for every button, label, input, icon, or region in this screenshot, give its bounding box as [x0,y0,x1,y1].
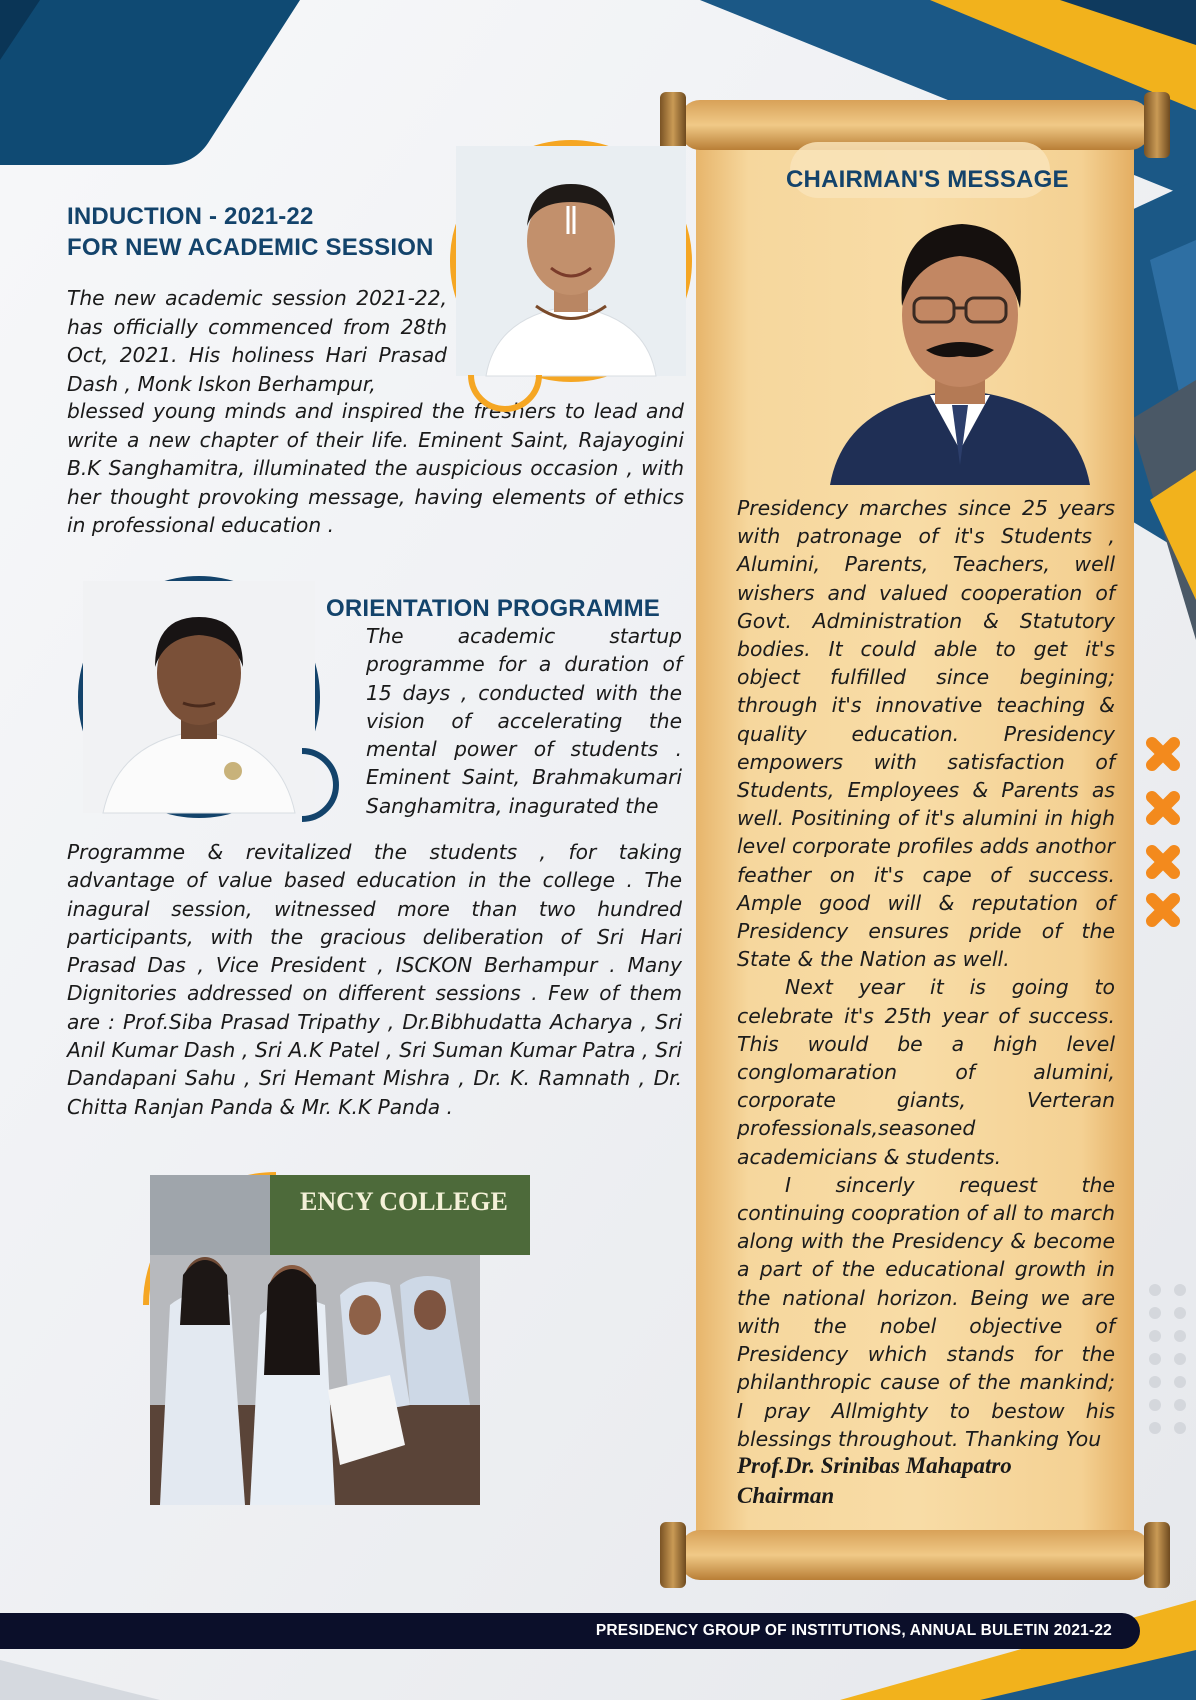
induction-title-line1: INDUCTION - 2021-22 [67,203,314,230]
chairman-title: CHAIRMAN'S MESSAGE [786,166,1069,193]
orientation-title: ORIENTATION PROGRAMME [326,595,660,622]
chairman-para-1: Presidency marches since 25 years with patronage of it's Students , Alumini, Parents, Teachers, well wishers and valued cooperation of Govt. Administration & Statutory bodies. It could able to get it's object fulfilled since begining; through it's innovative teaching & quality education. Presidency empowers with satisfaction of Students, Employees & Parents as well. Positining of it's alumini in high level corporate profiles adds anothor feather on it's cape of success. Ample good will & reputation of Presidency ensures pride of the State & the Nation as well. [737,496,1115,972]
chairman-signature [737,1451,1012,1511]
chairman-name: Prof.Dr. Srinibas Mahapatro [737,1453,1012,1478]
orientation-text-wrapped: The academic startup programme for a duration of 15 days , conducted with the vision of accelerating the mental power of students . Eminent Saint, Brahmakumari Sanghamitra, inagurated the [366,624,682,818]
orientation-text: Programme & revitalized the students , for taking advantage of value based education in the college . The inagural session, witnessed more than two hundred participants, with the gracious deliberation of Sri Hari Prasad Das , Vice President , ISCKON Berhampur . Many Dignitories addressed on different sessions . Few of them are : Prof.Siba Prasad Tripathy , Dr.Bibhudatta Acharya , Sri Anil Kumar Dash , Sri A.K Patel , Sri Suman Kumar Patra , Sri Dandapani Sahu , Sri Hemant Mishra , Dr. K. Ramnath , Dr. Chitta Ranjan Panda & Mr. K.K Panda . [67,840,682,1119]
induction-circle-accent [465,335,545,415]
induction-text: blessed young minds and inspired the freshers to lead and write a new chapter of their life. Eminent Saint, Rajayogini B.K Sanghamitra, illuminated the auspicious occasion , with her thought provoking message, having elements of ethics in professional education . [67,399,684,537]
chairman-para-2: Next year it is going to celebrate it's 25th year of success. This would be a high level conglomaration of alumini, corporate giants, Verteran professionals,seasoned academicians & students. [737,975,1115,1169]
chairman-para-3: I sincerly request the continuing coopration of all to march along with the Presidency & become a part of the educational growth in the national horizon. Being we are with the nobel objective of Presidency which stands for the philanthropic cause of the mankind; I pray Allmighty to bestow his blessings throughout. Thanking You [737,1172,1115,1451]
induction-text-wrapped: The new academic session 2021-22, has officially commenced from 28th Oct, 2021. His holiness Hari Prasad Dash , Monk Iskon Berhampur, [67,286,447,396]
chairman-photo [820,210,1100,485]
chairman-message [737,494,1115,1453]
footer-bar [0,1613,1140,1649]
footer-text: PRESIDENCY GROUP OF INSTITUTIONS, ANNUAL BULETIN 2021-22 [595,1622,1112,1639]
photo-banner-text: ENCY COLLEGE [300,1187,508,1216]
group-photo [150,1175,508,1505]
induction-title-line2: FOR NEW ACADEMIC SESSION [67,234,434,261]
chairman-role: Chairman [737,1483,835,1508]
induction-title [67,201,434,263]
orientation-circle-accent [262,745,342,825]
